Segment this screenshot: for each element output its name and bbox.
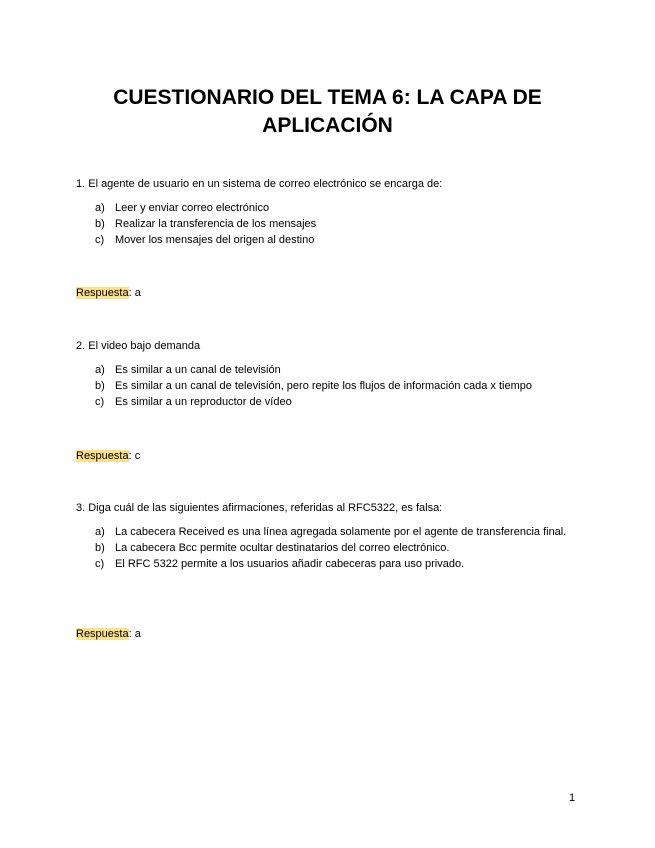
- page-number: 1: [569, 792, 576, 804]
- answer-3: [76, 627, 141, 642]
- answer-2: [76, 449, 140, 464]
- answer-value: : a: [128, 628, 141, 640]
- question-text: 3. Diga cuál de las siguientes afirmaciones, referidas al RFC5322, es falsa:: [76, 502, 443, 514]
- option-letter: c): [95, 558, 105, 570]
- option-letter: b): [95, 218, 105, 230]
- option-letter: c): [95, 396, 105, 408]
- option-letter: b): [95, 542, 105, 554]
- option-text: Es similar a un canal de televisión: [115, 364, 281, 376]
- option-text: Realizar la transferencia de los mensajes: [115, 218, 317, 230]
- question-2: [76, 339, 596, 411]
- answer-label: Respuesta: [76, 628, 129, 640]
- option-a: [76, 363, 596, 378]
- answer-label: Respuesta: [76, 450, 129, 462]
- option-letter: a): [95, 526, 105, 538]
- option-b: [76, 217, 596, 232]
- answer-value: : c: [128, 450, 141, 462]
- option-text: La cabecera Received es una línea agregada solamente por el agente de transferencia final.: [115, 526, 567, 538]
- option-letter: a): [95, 364, 105, 376]
- page-title: CUESTIONARIO DEL TEMA 6: LA CAPA DE APLICACIÓN: [113, 86, 542, 137]
- option-letter: b): [95, 380, 105, 392]
- option-b: [76, 541, 596, 556]
- option-b: [76, 379, 596, 394]
- answer-value: : a: [128, 287, 141, 299]
- option-text: Mover los mensajes del origen al destino: [115, 234, 315, 246]
- answer-label: Respuesta: [76, 287, 129, 299]
- question-text: 2. El video bajo demanda: [76, 340, 201, 352]
- option-text: Leer y enviar correo electrónico: [115, 202, 270, 214]
- options-list: [76, 201, 596, 248]
- option-letter: c): [95, 234, 105, 246]
- option-c: [76, 557, 596, 572]
- options-list: [76, 525, 596, 572]
- option-c: [76, 395, 596, 410]
- option-a: [76, 201, 596, 216]
- option-text: Es similar a un canal de televisión, pero repite los flujos de información cada x tiempo: [115, 380, 532, 392]
- option-letter: a): [95, 202, 105, 214]
- option-a: [76, 525, 596, 540]
- answer-1: [76, 286, 141, 301]
- question-text: 1. El agente de usuario en un sistema de correo electrónico se encarga de:: [76, 178, 443, 190]
- options-list: [76, 363, 596, 410]
- option-text: La cabecera Bcc permite ocultar destinatarios del correo electrónico.: [115, 542, 450, 554]
- question-3: [76, 501, 596, 573]
- question-1: [76, 177, 596, 249]
- option-c: [76, 233, 596, 248]
- option-text: El RFC 5322 permite a los usuarios añadir cabeceras para uso privado.: [115, 558, 465, 570]
- option-text: Es similar a un reproductor de vídeo: [115, 396, 292, 408]
